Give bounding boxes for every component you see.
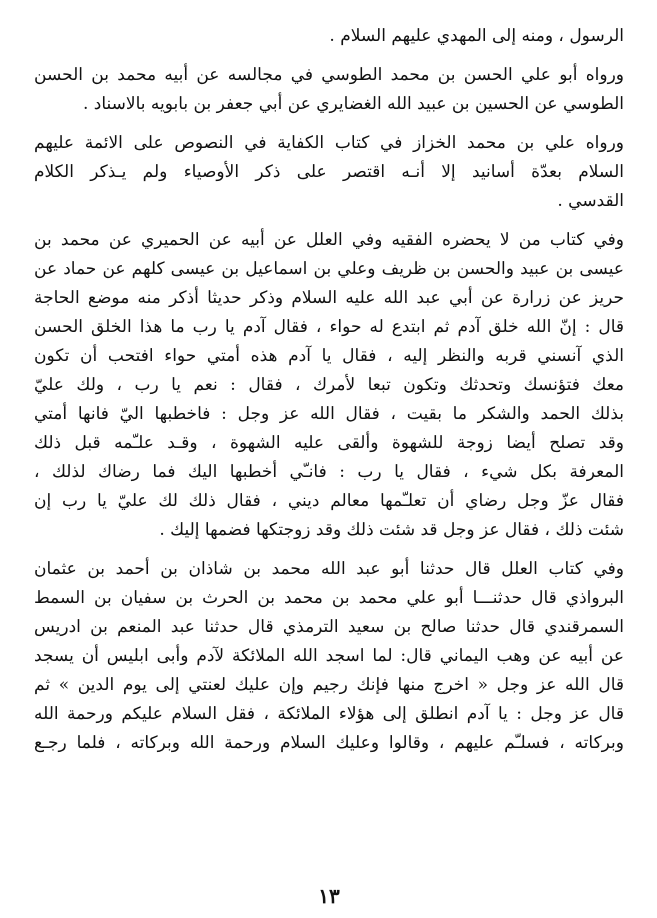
text-line: الطوسي عن الحسين بن عبيد الله الغضايري عن أبي جعفر بن بابويه بالاسناد . bbox=[82, 94, 624, 114]
text-line: قال الله عز وجل « اخرج منها فإنك رجيم وإن عليك لعنتي إلى يوم الدين » ثم bbox=[34, 675, 624, 695]
document-page bbox=[34, 22, 624, 908]
text-line: المعرفة بكل شيء ، فقال يا رب : فانـّي أخطبها اليك فما رضاك لذلك ، bbox=[34, 462, 624, 482]
text-line: الرسول ، ومنه إلى المهدي عليهم السلام . bbox=[329, 26, 624, 46]
paragraph bbox=[34, 61, 624, 119]
text-line: ورواه أبو علي الحسن بن محمد الطوسي في مجالسه عن أبيه محمد بن الحسن bbox=[34, 65, 624, 85]
text-line: معك فتؤنسك وتحدثك وتكون تبعا لأمرك ، فقال : نعم يا رب ، ولك عليّ bbox=[34, 375, 624, 395]
paragraph-gap bbox=[34, 216, 624, 226]
paragraph bbox=[34, 22, 624, 51]
text-line: البرواذي قال حدثنـــا أبو علي محمد بن محمد بن الحرث بن سفيان بن السمط bbox=[34, 588, 624, 608]
text-line: وفي كتاب من لا يحضره الفقيه وفي العلل عن أبيه عن الحميري عن محمد بن bbox=[34, 230, 624, 250]
text-body bbox=[34, 22, 624, 758]
text-line: فقال عزّ وجل رضاي أن تعلـّمها معالم ديني ، فقال ذلك لك عليّ يا رب إن bbox=[34, 491, 624, 511]
paragraph bbox=[34, 555, 624, 758]
paragraph-gap bbox=[34, 545, 624, 555]
paragraph-gap bbox=[34, 119, 624, 129]
text-line: بذلك الحمد والشكر ما بقيت ، فقال الله عز وجل : فاخطبها اليّ فانها أمتي bbox=[34, 404, 624, 424]
paragraph-gap bbox=[34, 51, 624, 61]
text-line: وبركاته ، فسلـّم عليهم ، وقالوا وعليك السلام ورحمة الله وبركاته ، فلما رجـع bbox=[34, 733, 624, 753]
text-line: القدسي . bbox=[557, 191, 624, 211]
text-line: شئت ذلك ، فقال عز وجل قد شئت ذلك وقد زوجتكها فضمها إليك . bbox=[159, 520, 624, 540]
paragraph bbox=[34, 226, 624, 545]
text-line: عن أبيه عن وهب اليماني قال: لما اسجد الله الملائكة لآدم وأبى ابليس أن يسجد bbox=[34, 646, 624, 666]
text-line: السلام بعدّة أسانيد إلا أنـه اقتصر على ذكر الأوصياء ولم يـذكر الكلام bbox=[34, 162, 624, 182]
text-line: الذي آنسني قربه والنظر إليه ، فقال يا آدم هذه أمتي حواء افتحب أن تكون bbox=[34, 346, 624, 366]
text-line: ورواه علي بن محمد الخزاز في كتاب الكفاية في النصوص على الائمة عليهم bbox=[34, 133, 624, 153]
text-line: حريز عن زرارة عن أبي عبد الله عليه السلام وذكر حديثا أذكر منه موضع الحاجة bbox=[34, 288, 624, 308]
text-line: قال : إنّ الله خلق آدم ثم ابتدع له حواء ، فقال آدم يا رب ما هذا الخلق الحسن bbox=[34, 317, 624, 337]
page-number: ١٣ bbox=[318, 884, 340, 908]
text-line: قال عز وجل : يا آدم انطلق إلى هؤلاء الملائكة ، فقل السلام عليكم ورحمة الله bbox=[34, 704, 624, 724]
text-line: وقد تصلح أيضا زوجة للشهوة وألقى عليه الشهوة ، وقـد علـّمه قبل ذلك bbox=[34, 433, 624, 453]
text-line: عيسى بن عبيد والحسن بن ظريف وعلي بن اسماعيل بن عيسى كلهم عن حماد عن bbox=[34, 259, 624, 279]
paragraph bbox=[34, 129, 624, 216]
text-line: السمرقندي قال حدثنا صالح بن سعيد الترمذي قال حدثنا عبد المنعم بن ادريس bbox=[34, 617, 624, 637]
text-line: وفي كتاب العلل قال حدثنا أبو عبد الله محمد بن شاذان بن أحمد بن عثمان bbox=[34, 559, 624, 579]
